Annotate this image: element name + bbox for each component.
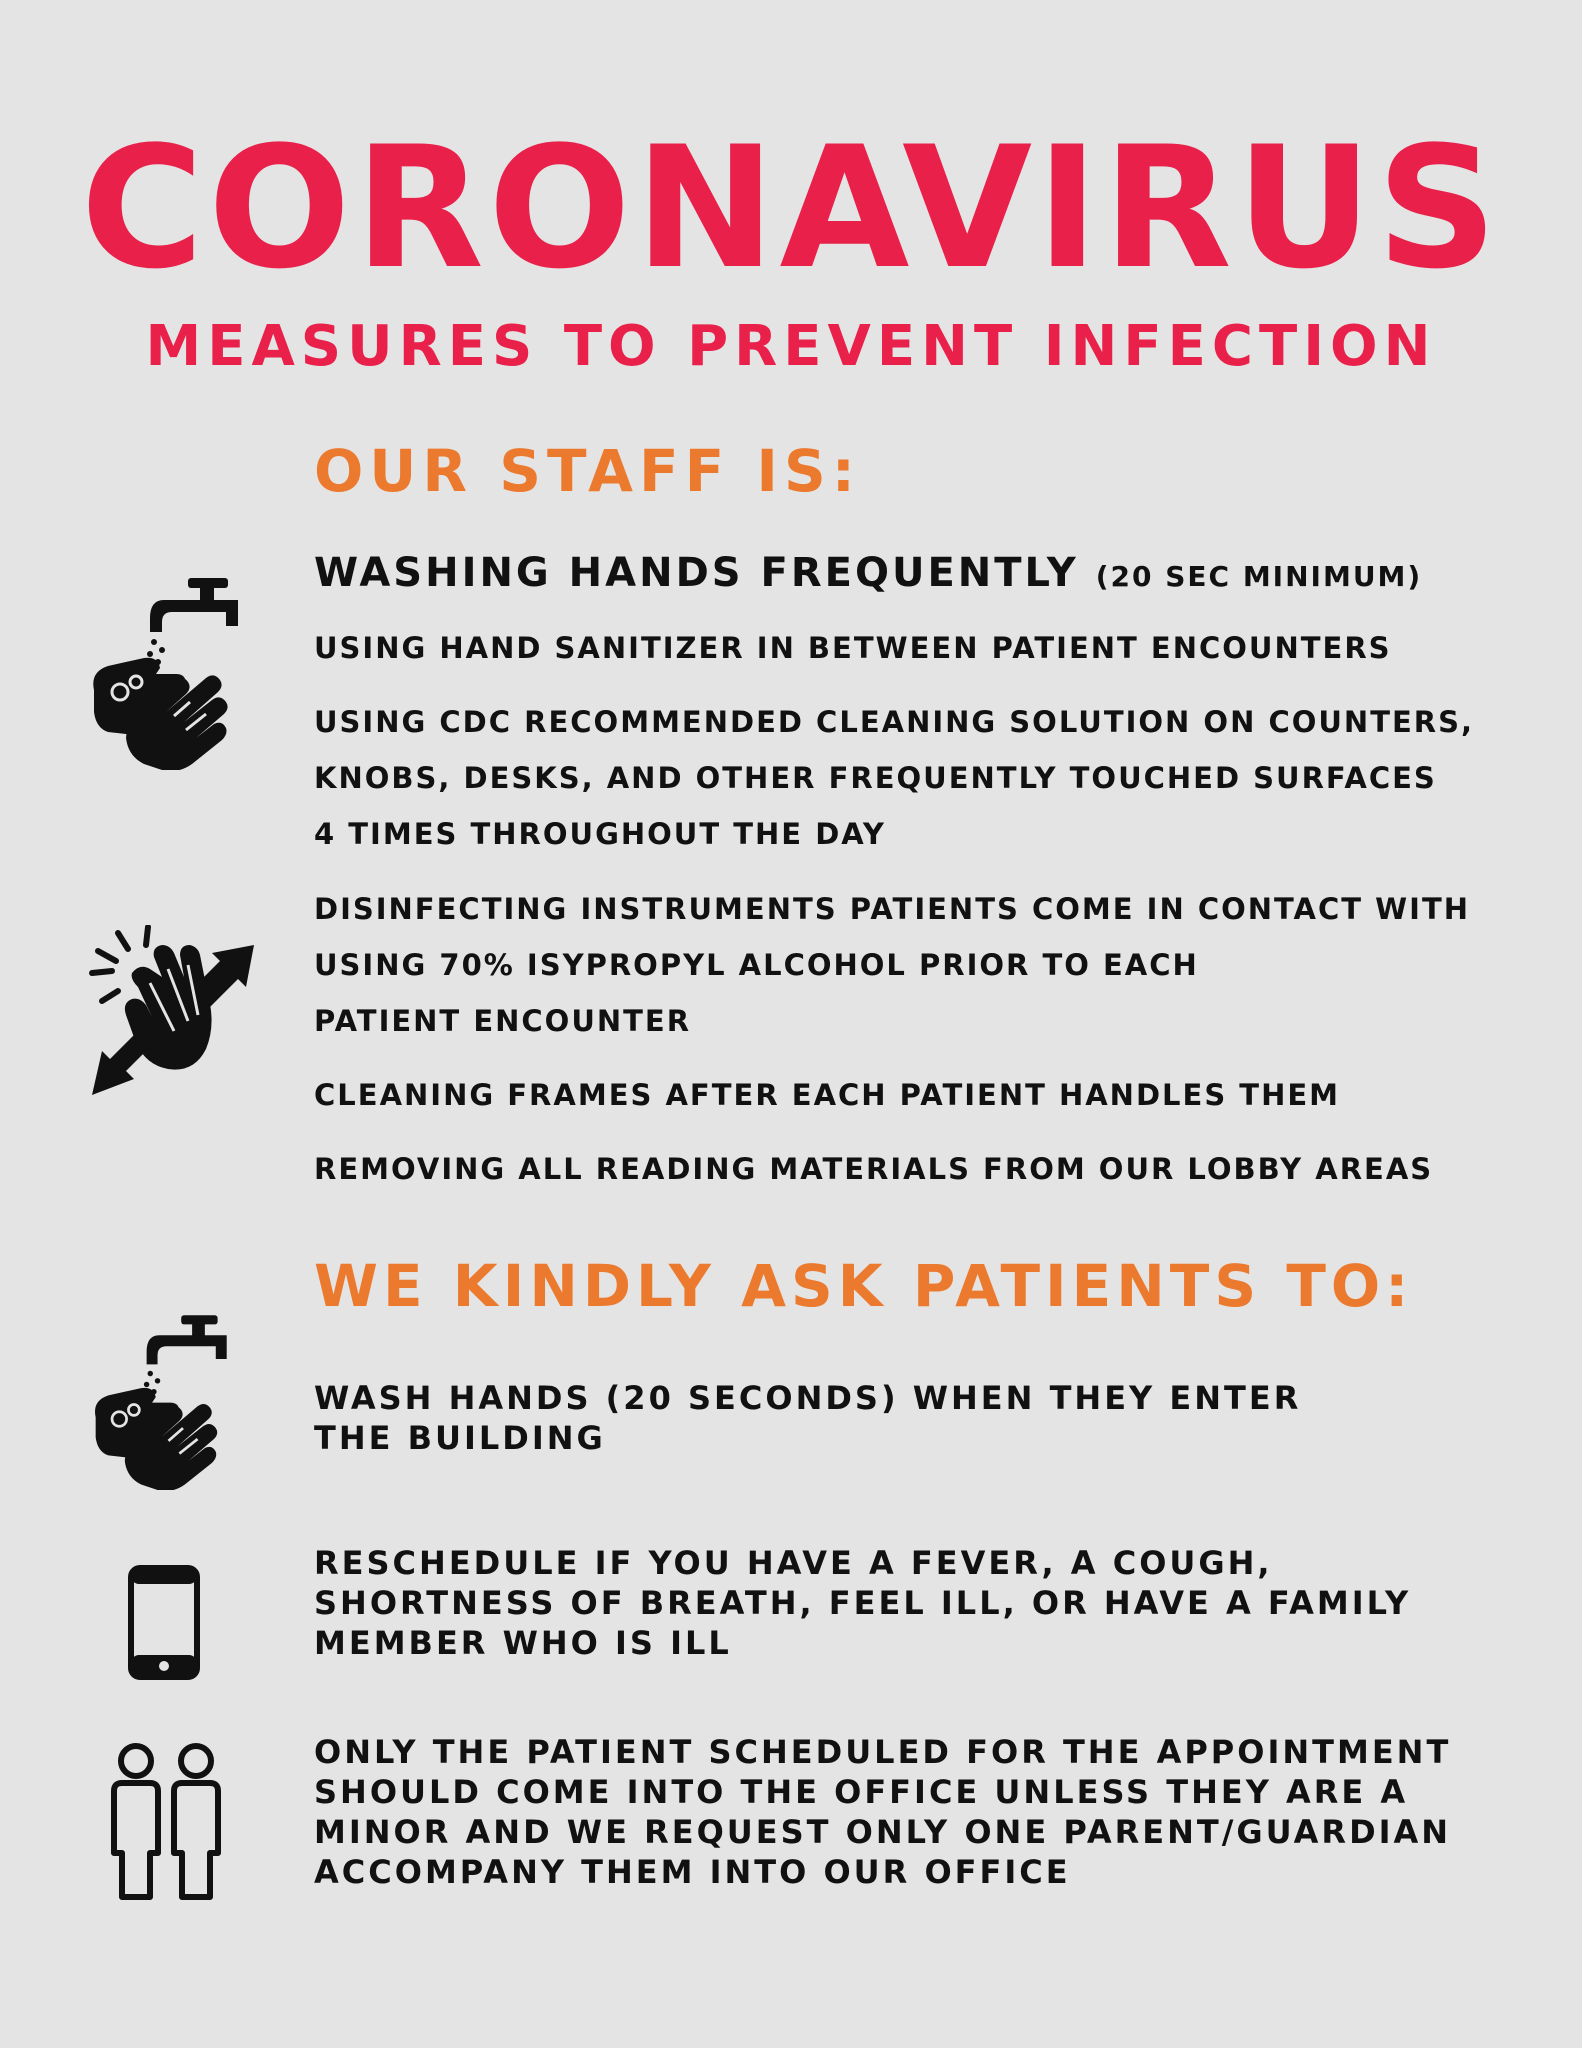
- staff-item-cleaning-line-3: 4 TIMES THROUGHOUT THE DAY: [314, 817, 886, 851]
- patient-item-only-line-1: ONLY THE PATIENT SCHEDULED FOR THE APPOINTMENT: [314, 1733, 1452, 1771]
- handwashing-faucet-icon: [88, 1308, 238, 1490]
- staff-item-reading-materials: [314, 1141, 1433, 1197]
- staff-item-sanitizer: [314, 620, 1392, 676]
- patient-item-only-line-3: MINOR AND WE REQUEST ONLY ONE PARENT/GUARDIAN: [314, 1813, 1452, 1851]
- patient-item-wash-line-1: WASH HANDS (20 SECONDS) WHEN THEY ENTER: [314, 1379, 1302, 1417]
- handwashing-faucet-icon: [88, 570, 248, 770]
- staff-item-handwashing-note: (20 SEC MINIMUM): [1095, 560, 1423, 593]
- staff-item-cleaning-line-2: KNOBS, DESKS, AND OTHER FREQUENTLY TOUCHED SURFACES: [314, 761, 1437, 795]
- patient-item-only-line-4: ACCOMPANY THEM INTO OUR OFFICE: [314, 1853, 1071, 1891]
- staff-item-cleaning-line-1: USING CDC RECOMMENDED CLEANING SOLUTION ON COUNTERS,: [314, 705, 1475, 739]
- patients-section-heading: WE KINDLY ASK PATIENTS TO:: [314, 1252, 1414, 1320]
- staff-item-cleaning-solution: [314, 694, 1474, 862]
- patient-item-reschedule-line-1: RESCHEDULE IF YOU HAVE A FEVER, A COUGH,: [314, 1544, 1273, 1582]
- patient-item-reschedule-line-2: SHORTNESS OF BREATH, FEEL ILL, OR HAVE A FAMILY: [314, 1584, 1412, 1622]
- two-people-icon: [108, 1743, 224, 1901]
- patient-item-wash-hands: [314, 1378, 1301, 1458]
- staff-item-sanitizer-line: USING HAND SANITIZER IN BETWEEN PATIENT ENCOUNTERS: [314, 631, 1392, 665]
- patient-item-only-line-2: SHOULD COME INTO THE OFFICE UNLESS THEY ARE A: [314, 1773, 1409, 1811]
- staff-section-heading: OUR STAFF IS:: [314, 437, 861, 505]
- staff-item-frames-line: CLEANING FRAMES AFTER EACH PATIENT HANDLES THEM: [314, 1078, 1341, 1112]
- staff-item-cleaning-frames: [314, 1067, 1340, 1123]
- patient-item-reschedule: [314, 1543, 1411, 1663]
- patient-item-reschedule-line-3: MEMBER WHO IS ILL: [314, 1624, 732, 1662]
- staff-item-disinfecting-line-3: PATIENT ENCOUNTER: [314, 1004, 692, 1038]
- poster-title: CORONAVIRUS: [80, 110, 1502, 306]
- staff-item-disinfecting-instruments: [314, 881, 1470, 1049]
- patient-item-wash-line-2: THE BUILDING: [314, 1419, 606, 1457]
- patient-item-only-patient: [314, 1732, 1451, 1892]
- staff-item-handwashing: [314, 548, 1422, 602]
- staff-item-disinfecting-line-2: USING 70% ISYPROPYL ALCOHOL PRIOR TO EACH: [314, 948, 1199, 982]
- poster-subtitle: MEASURES TO PREVENT INFECTION: [145, 314, 1437, 379]
- staff-item-handwashing-main: WASHING HANDS FREQUENTLY: [314, 550, 1079, 596]
- mobile-phone-icon: [128, 1565, 200, 1680]
- staff-item-reading-line: REMOVING ALL READING MATERIALS FROM OUR LOBBY AREAS: [314, 1152, 1434, 1186]
- staff-item-disinfecting-line-1: DISINFECTING INSTRUMENTS PATIENTS COME IN CONTACT WITH: [314, 892, 1470, 926]
- hands-sanitizing-arrows-icon: [88, 925, 258, 1100]
